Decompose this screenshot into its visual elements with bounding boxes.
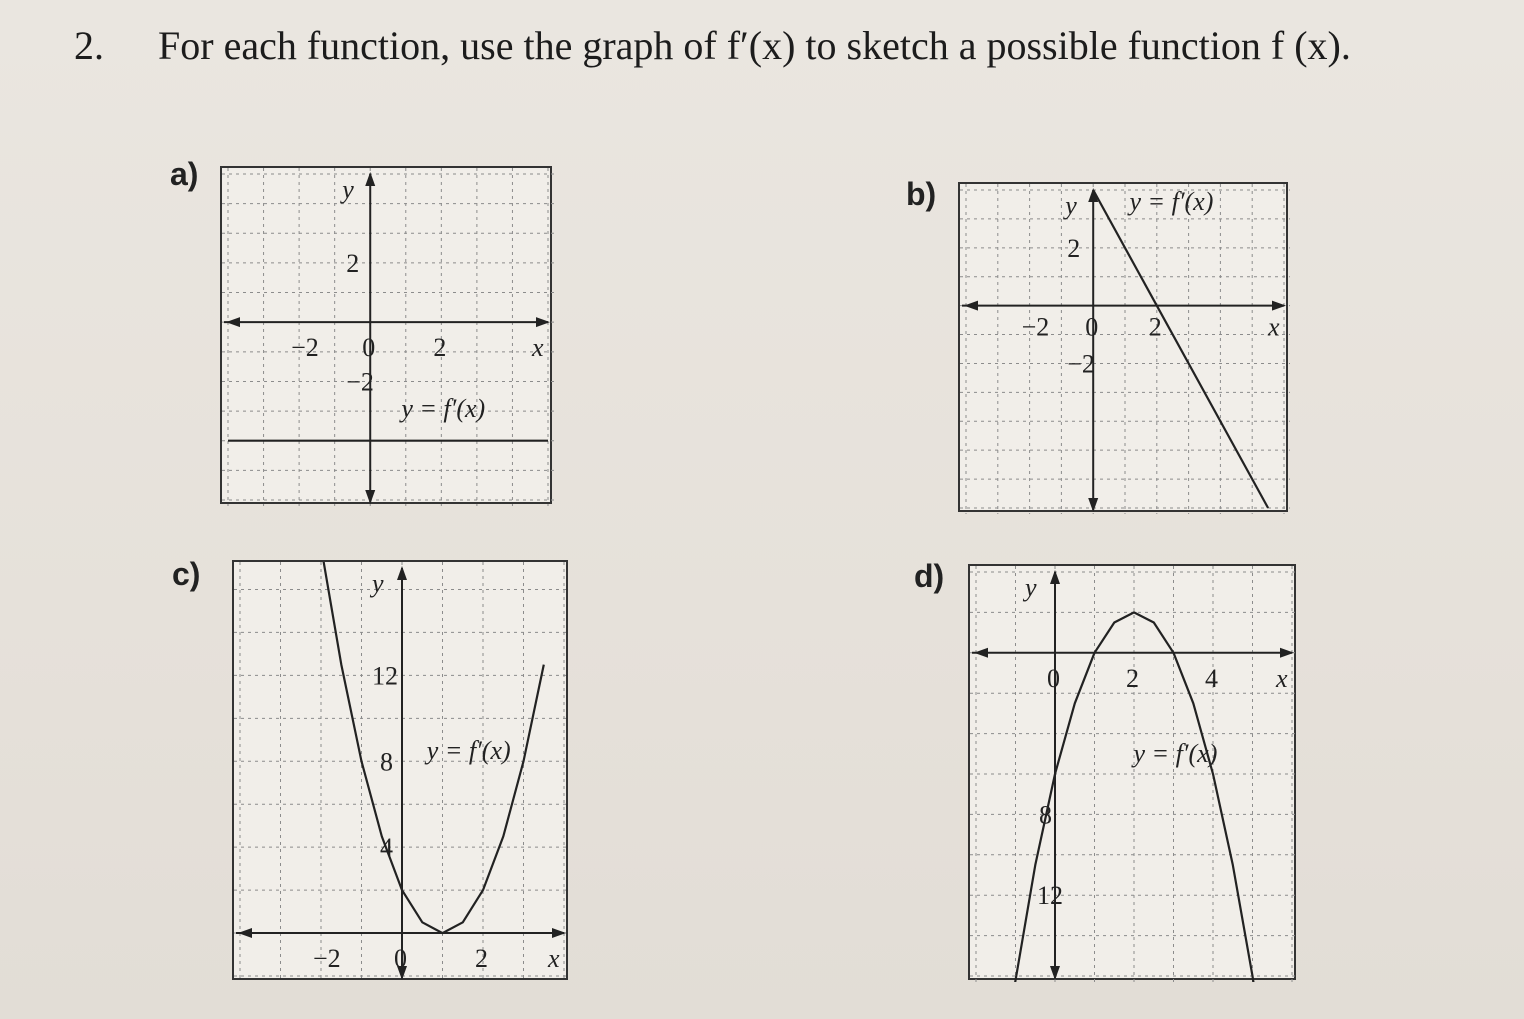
x-axis-arrow-left-icon [238,928,252,938]
x-tick-label: −2 [291,333,319,363]
x-axis-arrow-icon [536,317,550,327]
y-tick-label: 8 [1039,800,1052,830]
x-axis-label: x [548,944,560,974]
graph-c-plot [234,562,570,982]
question-text: For each function, use the graph of f′(x) to sketch a possible function f (x). [158,23,1351,68]
y-tick-label: 2 [1067,233,1081,263]
graph-b [958,182,1288,512]
y-tick-label: 4 [380,833,393,863]
x-tick-label: 0 [1085,312,1099,342]
y-tick-label: 8 [380,747,393,777]
y-axis-label: y [342,175,354,204]
part-b-label: b) [906,176,937,212]
y-tick-label: 12 [1037,881,1063,911]
x-axis-arrow-icon [552,928,566,938]
graph-grid [222,168,554,506]
y-tick-label: 12 [372,661,398,691]
graph-d [968,564,1296,980]
y-axis-arrow-icon [397,566,407,580]
part-a-label: a) [170,156,199,192]
x-tick-label: 0 [362,333,376,363]
y-axis-arrow-icon [365,172,375,186]
x-tick-label: 2 [1126,663,1139,693]
graph-d-plot [970,566,1298,982]
y-axis-arrow-down-icon [1050,966,1060,980]
part-c-label: c) [172,556,201,592]
question-number: 2. [74,23,104,68]
x-axis-label: x [1276,663,1288,693]
y-axis-label: y [372,569,384,598]
equation-label: y = f′(x) [426,736,511,766]
equation-label: y = f′(x) [401,394,486,424]
x-tick-label: 0 [1047,663,1060,693]
y-axis-label: y [1065,191,1077,220]
derivative-curve [1093,190,1268,508]
x-tick-label: 2 [1148,312,1162,342]
y-tick-label: −2 [346,367,374,397]
graph-b-plot [960,184,1290,514]
x-axis-arrow-icon [1280,648,1294,658]
x-tick-label: 2 [433,333,447,363]
graph-grid [970,566,1298,982]
x-tick-label: −2 [1021,312,1050,342]
equation-label: y = f′(x) [1129,187,1214,217]
graph-a [220,166,552,504]
x-axis-arrow-left-icon [964,301,978,311]
y-axis-arrow-icon [1050,570,1060,584]
x-tick-label: 4 [1205,663,1218,693]
x-tick-label: 0 [394,944,407,974]
y-tick-label: 2 [346,248,360,278]
x-axis-arrow-left-icon [974,648,988,658]
graph-grid [960,184,1290,514]
y-axis-arrow-down-icon [365,490,375,504]
graph-a-plot [222,168,554,506]
x-axis-arrow-icon [1272,301,1286,311]
y-axis-arrow-down-icon [1088,498,1098,512]
y-axis-label: y [1025,573,1037,602]
graph-c [232,560,568,980]
equation-label: y = f′(x) [1133,738,1218,768]
x-axis-arrow-left-icon [226,317,240,327]
x-tick-label: 2 [475,944,488,974]
y-tick-label: −2 [1067,349,1095,379]
part-d-label: d) [914,558,945,594]
question-prompt [74,16,1494,76]
x-axis-label: x [1268,312,1280,342]
x-tick-label: −2 [313,944,341,974]
x-axis-label: x [532,333,544,363]
